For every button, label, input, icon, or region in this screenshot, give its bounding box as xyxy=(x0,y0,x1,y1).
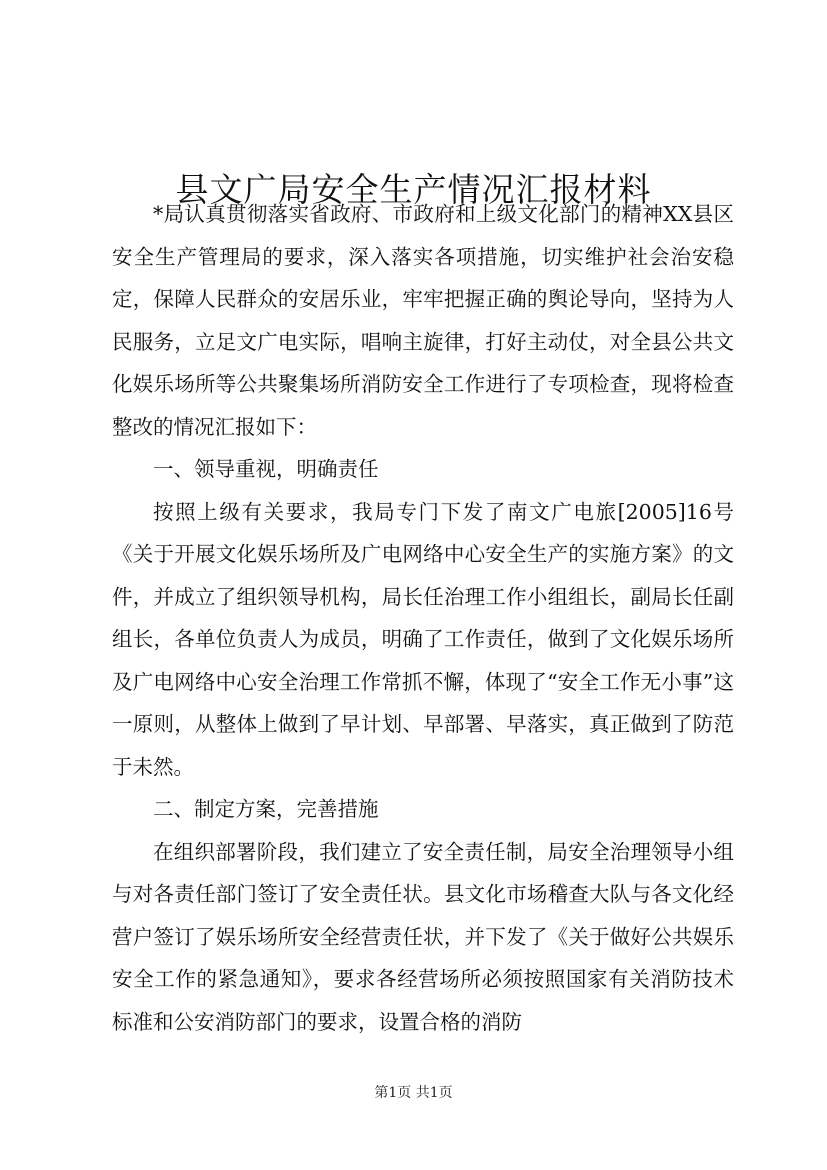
intro-paragraph: *局认真贯彻落实省政府、市政府和上级文化部门的精神XX县区安全生产管理局的要求，深入落实各项措施，切实维护社会治安稳定，保障人民群众的安居乐业，牢牢把握正确的舆论导向，坚持为人民服务，立足文广电实际，唱响主旋律，打好主动仗，对全县公共文化娱乐场所等公共聚集场所消防安全工作进行了专项检查，现将检查整改的情况汇报如下： xyxy=(112,202,734,439)
section-2-paragraph: 在组织部署阶段，我们建立了安全责任制，局安全治理领导小组与对各责任部门签订了安全责任状。县文化市场稽查大队与各文化经营户签订了娱乐场所安全经营责任状，并下发了《关于做好公共娱乐安全工作的紧急通知》，要求各经营场所必须按照国家有关消防技术标准和公安消防部门的要求，设置合格的消防 xyxy=(112,839,734,1034)
section-1-paragraph: 按照上级有关要求，我局专门下发了南文广电旅[2005]16号《关于开展文化娱乐场所及广电网络中心安全生产的实施方案》的文件，并成立了组织领导机构，局长任治理工作小组组长，副局长任副组长，各单位负责人为成员，明确了工作责任，做到了文化娱乐场所及广电网络中心安全治理工作常抓不懈，体现了“安全工作无小事”这一原则，从整体上做到了早计划、早部署、早落实，真正做到了防范于未然。 xyxy=(112,499,734,779)
section-heading-1: 一、领导重视，明确责任 xyxy=(153,457,379,481)
section-heading-2: 二、制定方案，完善措施 xyxy=(153,797,379,821)
document-title: 县文广局安全生产情况汇报材料 xyxy=(175,170,652,210)
document-body xyxy=(112,193,734,1043)
page-footer: 第1页 共1页 xyxy=(374,1085,453,1101)
